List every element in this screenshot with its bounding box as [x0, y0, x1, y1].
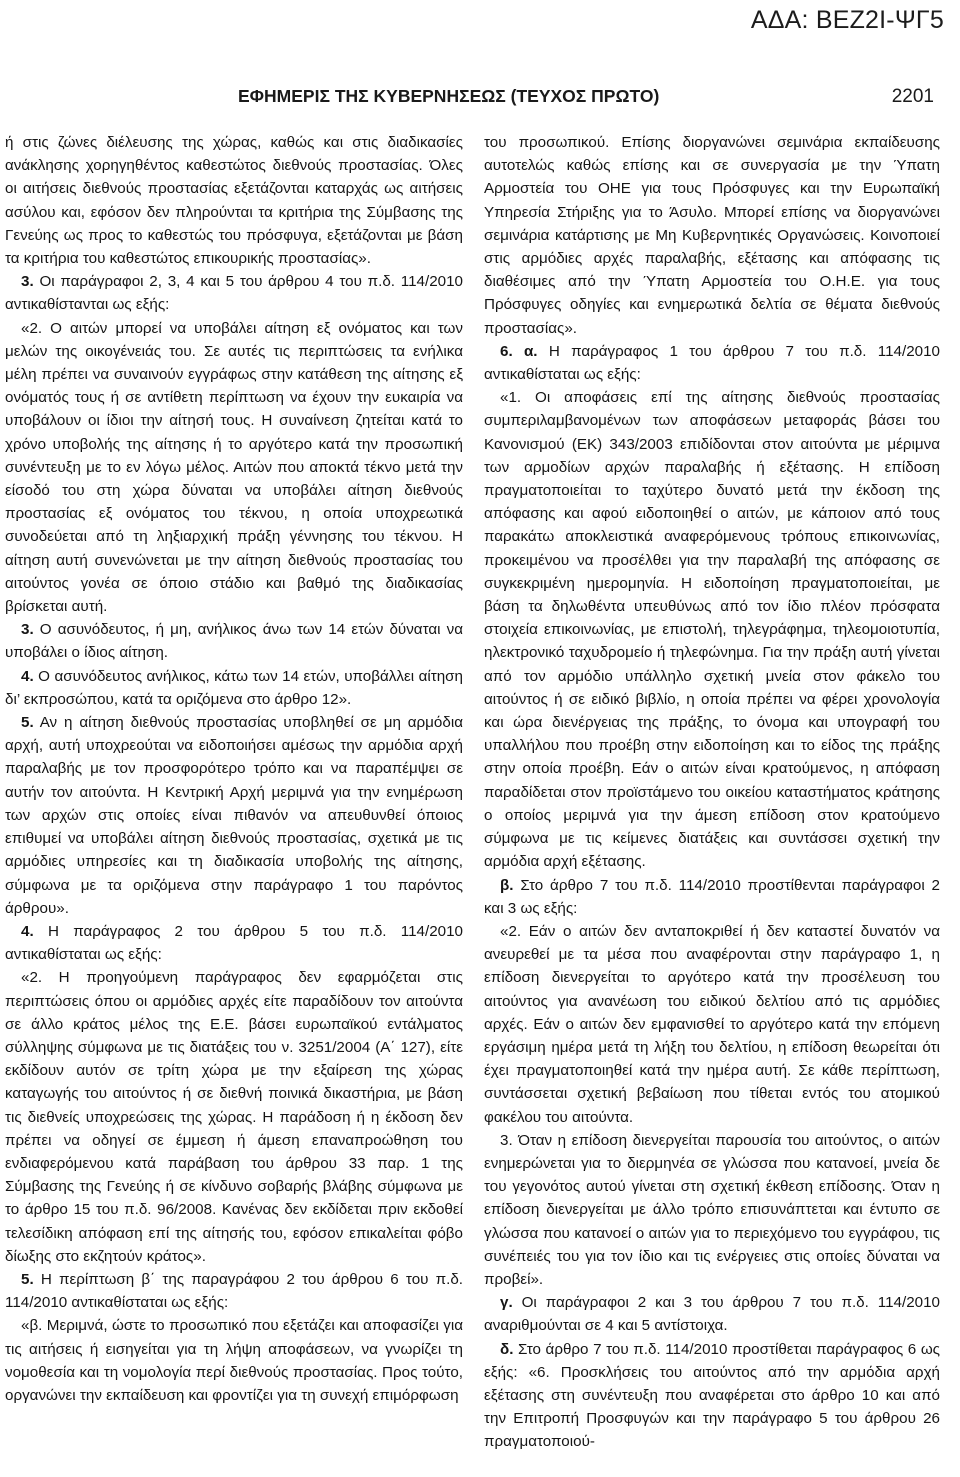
paragraph-lead: 4.	[21, 922, 34, 940]
paragraph-lead: γ.	[500, 1294, 513, 1312]
paragraph-text: Ο ασυνόδευτος, ή μη, ανήλικος άνω των 14 ετών δύναται να υποβάλει ο ίδιος αίτηση.	[5, 621, 463, 662]
paragraph	[484, 874, 940, 920]
paragraph	[5, 920, 463, 966]
paragraph	[5, 1314, 463, 1407]
paragraph	[484, 131, 940, 340]
paragraph-lead: β.	[500, 876, 514, 894]
paragraph	[5, 270, 463, 316]
right-column	[484, 131, 940, 1454]
paragraph-text: Η παράγραφος 2 του άρθρου 5 του π.δ. 114/2010 αντικαθίσταται ως εξής:	[5, 922, 463, 964]
paragraph-text: Στο άρθρο 7 του π.δ. 114/2010 προστίθενται παράγραφοι 2 και 3 ως εξής:	[484, 876, 940, 917]
paragraph	[5, 618, 463, 664]
paragraph	[5, 966, 463, 1268]
paragraph-text: «1. Οι αποφάσεις επί της αίτησης διεθνούς προστασίας συμπεριλαμβανομένων των αποφάσεων μεταφοράς βάσει του Κανονισμού (ΕΚ) 343/2003 επιδίδονται στον αιτούντα με μέριμνα των αρμοδίων αρχών παραλαβής ή εξέτασης. Η επίδοση πραγματοποιείται το ταχύτερο δυνατό μετά την έκδοση της απόφασης και αφού ειδοποιηθεί ο αιτών, με κάποιον από τους παρακάτω αποκλειστικά αναφερόμενους τρόπους επικοινωνίας, προκειμένου να προσέλθει για την παραλαβή της απόφασης σε συγκεκριμένη ημερομηνία. Η ειδοποίηση πραγματοποιείται, με βάση τα δηλωθέντα υπευθύνως από τον ίδιο πλέον πρόσφατα στοιχεία επικοινωνίας, με επιστολή, τηλεγράφημα, τηλεομοιοτυπία, ηλεκτρονικό ταχυδρομείο ή τηλεφώνημα. Για την πράξη αυτή γίνεται από τον αρμόδιο υπάλληλο σχετική μνεία στον φάκελο του αιτούντος ή σε ειδικό βιβλίο, η οποία πρέπει να φέρει χρονολογία και ώρα διενέργειας της πράξης, το όνομα και υπογραφή του υπαλλήλου που προέβη στην ειδοποίηση και το είδος της πράξης στην οποία προέβη. Εάν ο αιτών είναι κρατούμενος, η απόφαση παραδίδεται στον προϊστάμενο του οικείου καταστήματος κράτησης ο οποίος μεριμνά για την άμεση επίδοση στον κρατούμενο σύμφωνα με τις κείμενες διατάξεις και συντάσσει σχετική την αρμόδια αρχή εξέτασης.	[484, 389, 940, 871]
paragraph	[5, 131, 463, 270]
paragraph-text: Οι παράγραφοι 2, 3, 4 και 5 του άρθρου 4 του π.δ. 114/2010 αντικαθίστανται ως εξής:	[5, 273, 463, 314]
paragraph	[484, 340, 940, 386]
page-header	[238, 86, 934, 107]
paragraph-text: 3. Όταν η επίδοση διενεργείται παρουσία του αιτούντος, ο αιτών ενημερώνεται για το διερμηνέα σε γλώσσα που κατανοεί, μνεία δε του γεγονότος αυτού γίνεται στη σχετική έκθεση επίδοσης. Όταν η επίδοση διενεργείται με άλλο τρόπο επισυνάπτεται και έντυπο σε γλώσσα που κατανοεί ο αιτών για το περιεχόμενο του εγγράφου, τις συνέπειές του για τον ίδιο και τις ενέργειες στις οποίες δύναται να προβεί».	[484, 1131, 940, 1288]
paragraph-text: Στο άρθρο 7 του π.δ. 114/2010 προστίθεται παράγραφος 6 ως εξής: «6. Προσκλήσεις του αιτούντος από την αρμόδια αρχή εξέτασης στη συνέντευξη που αναφέρεται στο άρθρο 10 και από την Επιτροπή Προσφυγών και την παράγραφο 5 του άρθρου 26 πραγματοποιού-	[484, 1340, 940, 1451]
paragraph-text: Οι παράγραφοι 2 και 3 του άρθρου 7 του π.δ. 114/2010 αναριθμούνται σε 4 και 5 αντίστοιχα.	[484, 1294, 940, 1335]
paragraph	[484, 1291, 940, 1337]
journal-title: ΕΦΗΜΕΡΙΣ ΤΗΣ ΚΥΒΕΡΝΗΣΕΩΣ (ΤΕΥΧΟΣ ΠΡΩΤΟ)	[238, 86, 660, 106]
paragraph	[484, 386, 940, 873]
paragraph-lead: δ.	[500, 1340, 514, 1358]
paragraph	[5, 317, 463, 619]
paragraph-lead: 5.	[21, 1270, 34, 1288]
paragraph-text: Ο ασυνόδευτος ανήλικος, κάτω των 14 ετών, υποβάλλει αίτηση δι’ εκπροσώπου, κατά τα οριζόμενα στο άρθρο 12».	[5, 667, 463, 708]
paragraph	[5, 711, 463, 920]
paragraph-text: ή στις ζώνες διέλευσης της χώρας, καθώς και στις διαδικασίες ανάκλησης χορηγηθέντος καθεστώτος διεθνούς προστασίας. Όλες οι αιτήσεις διεθνούς προστασίας εξετάζονται καταρχάς ως αιτήσεις ασύλου και, εφόσον δεν πληρούνται τα κριτήρια της Σύμβασης της Γενεύης ως προς το καθεστώς του πρόσφυγα, εξετάζονται με βάση τα κριτήρια του καθεστώτος επικουρικής προστασίας».	[5, 134, 463, 268]
paragraph-text: «2. Η προηγούμενη παράγραφος δεν εφαρμόζεται στις περιπτώσεις όπου οι αρμόδιες αρχές είτε παραδίδουν τον αιτούντα σε άλλο κράτος μέλος της Ε.Ε. βάσει ευρωπαϊκού εντάλματος σύλληψης σύμφωνα με τις διατάξεις του ν. 3251/2004 (Α΄ 127), είτε εκδίδουν αυτόν σε τρίτη χώρα με την εξαίρεση της χώρας καταγωγής του αιτούντος ή σε διεθνή ποινικά δικαστήρια, με βάση τις διεθνείς υποχρεώσεις της χώρας. Η παράδοση ή η έκδοση δεν πρέπει να οδηγεί σε έμμεση ή άμεση επαναπροώθηση του ενδιαφερόμενου κατά παράβαση του άρθρου 33 παρ. 1 της Σύμβασης της Γενεύης ή σε κίνδυνο σοβαρής βλάβης σύμφωνα με το άρθρο 15 του π.δ. 96/2008. Κανένας δεν εκδίδεται πριν εκδοθεί τελεσίδικη απόφαση επί της αίτησής του, εφόσον επικαλείται φόβο δίωξης στο εκζητούν κράτος».	[5, 969, 463, 1265]
paragraph	[484, 1338, 940, 1454]
paragraph-text: Η παράγραφος 1 του άρθρου 7 του π.δ. 114/2010 αντικαθίσταται ως εξής:	[484, 342, 940, 384]
paragraph-text: «2. Εάν ο αιτών δεν ανταποκριθεί ή δεν καταστεί δυνατόν να ανευρεθεί με τα μέσα που αναφέρονται στην παράγραφο 1, η επίδοση διενεργείται το αργότερο κατά την προσέλευση του αιτούντος για ανανέωση του ειδικού δελτίου από τις αρμόδιες αρχές. Εάν ο αιτών δεν εμφανισθεί το αργότερο κατά την επόμενη εργάσιμη ημέρα μετά τη λήξη του δελτίου, η επίδοση θεωρείται ότι έχει πραγματοποιηθεί κατά την ημέρα αυτή. Σε κάθε περίπτωση, συντάσσεται σχετική βεβαίωση που τίθεται εντός του ατομικού φακέλου του αιτούντα.	[484, 922, 940, 1126]
paragraph-lead: 6. α.	[500, 342, 538, 360]
paragraph-text: Αν η αίτηση διεθνούς προστασίας υποβληθεί σε μη αρμόδια αρχή, αυτή υποχρεούται να ειδοποιήσει αμέσως την αρμόδια αρχή παραλαβής με τον προσφορότερο τρόπο και να παραπέμψει σε αυτήν τον αιτούντα. Η Κεντρική Αρχή μεριμνά για την ενημέρωση των αρχών στις οποίες είναι πιθανόν να απευθυνθεί όποιος επιθυμεί να υποβάλει αίτηση διεθνούς προστασίας, σχετικά με τις αρμόδιες υπηρεσίες και τη διαδικασία υποβολής της αίτησης, σύμφωνα με τα οριζόμενα στην παράγραφο 1 του παρόντος άρθρου».	[5, 714, 463, 917]
paragraph	[5, 1268, 463, 1314]
paragraph-lead: 4.	[21, 667, 34, 685]
paragraph-text: Η περίπτωση β΄ της παραγράφου 2 του άρθρου 6 του π.δ. 114/2010 αντικαθίσταται ως εξής:	[5, 1270, 463, 1312]
paragraph-lead: 3.	[21, 273, 34, 291]
paragraph	[5, 665, 463, 711]
paragraph	[484, 1129, 940, 1291]
ada-code: ΑΔΑ: ΒΕΖ2Ι-ΨΓ5	[750, 6, 944, 34]
paragraph-lead: 3.	[21, 621, 34, 639]
paragraph-text: «2. Ο αιτών μπορεί να υποβάλει αίτηση εξ ονόματος και των μελών της οικογένειάς του. Σε αυτές τις περιπτώσεις τα ενήλικα μέλη πρέπει να συναινούν εγγράφως στην κατάθεση της αίτησης εξ ονόματός τους ή σε αντίθετη περίπτωση να έχουν την ευκαιρία να υποβάλουν οι ίδιοι την αίτησή τους. Η συναίνεση ζητείται κατά το χρόνο υποβολής της αίτησης ή το αργότερο κατά την προσωπική συνέντευξη με το εν λόγω μέλος. Αιτών που αποκτά τέκνο μετά την είσοδό του στη χώρα δύναται να υποβάλει αίτηση διεθνούς προστασίας εξ ονόματος του τέκνου, η οποία υποχρεωτικά συνοδεύεται από τη ληξιαρχική πράξη γέννησης του τέκνου. Η αίτηση αυτή συνενώνεται με την αίτηση διεθνούς προστασίας του αιτούντος γονέα σε όποιο στάδιο και βαθμό της διαδικασίας βρίσκεται αυτή.	[5, 319, 463, 616]
left-column	[5, 131, 463, 1407]
paragraph	[484, 920, 940, 1129]
paragraph-text: «β. Μεριμνά, ώστε το προσωπικό που εξετάζει και αποφασίζει για τις αιτήσεις ή εισηγείται για τη λήψη αποφάσεων, να γνωρίζει τη νομοθεσία και τη νομολογία περί διεθνούς προστασίας. Προς τούτο, οργανώνει την εκπαίδευση και φροντίζει για τη συνεχή επιμόρφωση	[5, 1317, 463, 1404]
page-number: 2201	[891, 86, 934, 107]
paragraph-lead: 5.	[21, 714, 34, 732]
paragraph-text: του προσωπικού. Επίσης διοργανώνει σεμινάρια εκπαίδευσης αυτοτελώς καθώς επίσης και σε συνεργασία με την Ύπατη Αρμοστεία του ΟΗΕ για τους Πρόσφυγες και την Ευρωπαϊκή Υπηρεσία Στήριξης για το Άσυλο. Μπορεί επίσης να διοργανώνει σεμινάρια κατάρτισης με Μη Κυβερνητικές Οργανώσεις. Κοινοποιεί στις αρμόδιες αρχές παραλαβής, εξέτασης και απόφασης τις διαθέσιμες από την Ύπατη Αρμοστεία του Ο.Η.Ε. για τους Πρόσφυγες οδηγίες και ενημερωτικά δελτία σε θέματα διεθνούς προστασίας».	[484, 134, 940, 337]
